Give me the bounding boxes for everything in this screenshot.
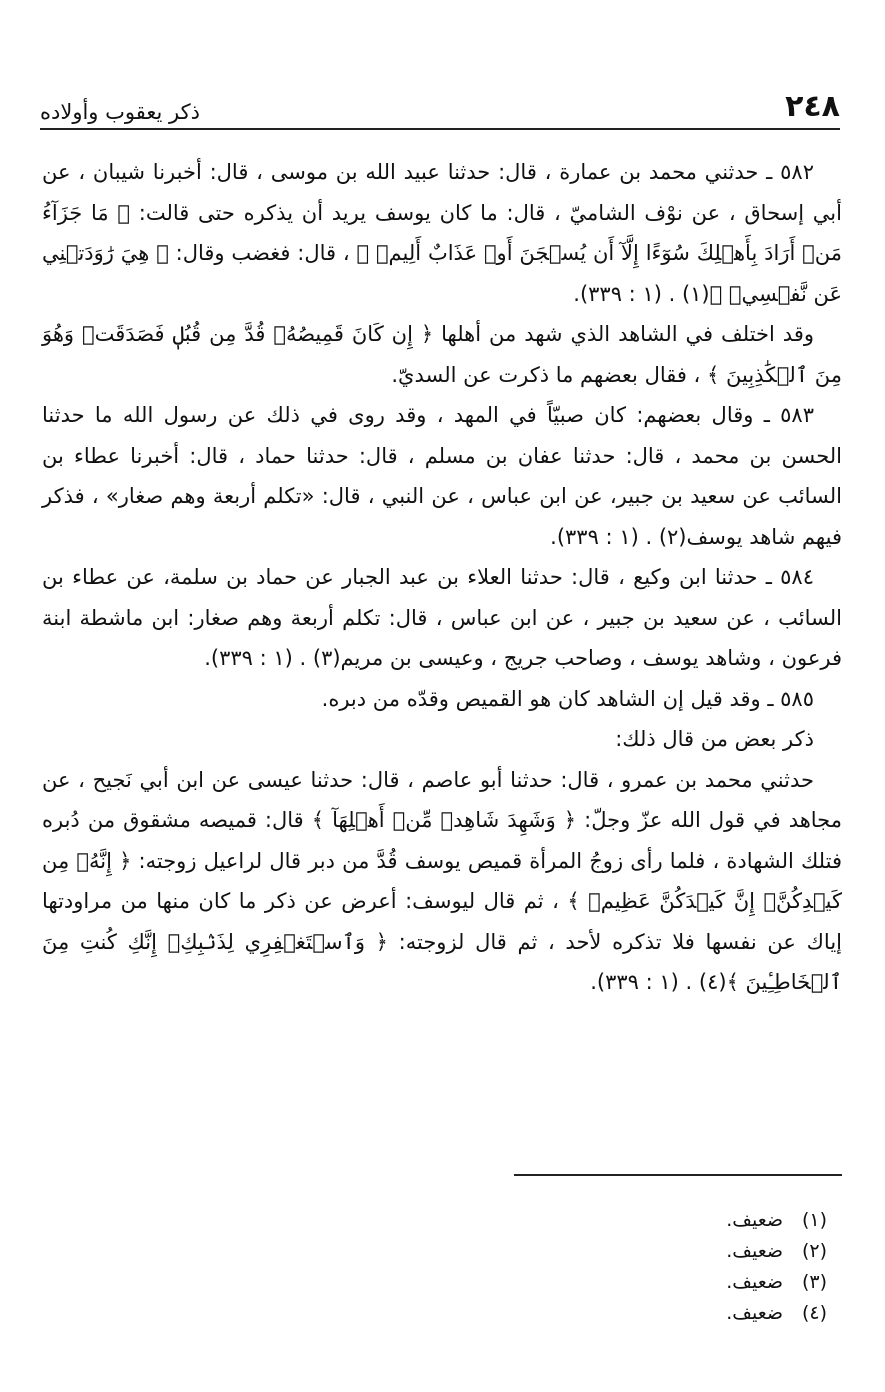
footnote [427,1236,827,1267]
paragraph-585: ٥٨٥ ـ وقد قيل إن الشاهد كان هو القميص وقدّه من دبره. [321,686,814,711]
page-number: ٢٤٨ [785,89,840,124]
footnote-text: ضعيف. [726,1209,783,1231]
paragraph-582: ٥٨٢ ـ حدثني محمد بن عمارة ، قال: حدثنا عبيد الله بن موسى ، قال: أخبرنا شيبان ، عن أبي إسحاق ، عن نوْف الشاميّ ، قال: ما كان يوسف يريد أن يذكره حتى قالت: ﴿ مَا جَزَآءُ مَنۡ أَرَادَ بِأَهۡلِكَ سُوٓءًا إِلَّآ أَن يُسۡجَنَ أَوۡ عَذَابٌ أَلِيمٞ ﴾ ، قال: فغضب وقال: ﴿ هِيَ رَٰوَدَتۡنِي عَن نَّفۡسِيۚ ﴾(١) . (١ : ٣٣٩). [42,160,842,306]
footnote-number: (٣) [801,1271,827,1293]
paragraph-witness-dispute: وقد اختلف في الشاهد الذي شهد من أهلها ﴿ إِن كَانَ قَمِيصُهُۥ قُدَّ مِن قُبُلٖ فَصَدَقَتۡ وَهُوَ مِنَ ٱلۡكَٰذِبِينَ ﴾ ، فقال بعضهم ما ذكرت عن السديّ. [42,322,842,387]
footnote-text: ضعيف. [726,1240,783,1262]
footnote-text: ضعيف. [726,1302,783,1324]
footnote-number: (٤) [801,1302,827,1324]
paragraph-583: ٥٨٣ ـ وقال بعضهم: كان صبيّاً في المهد ، وقد روى في ذلك عن رسول الله ما حدثنا الحسن بن محمد ، قال: حدثنا عفان بن مسلم ، قال: حدثنا حماد ، قال: أخبرنا عطاء بن السائب عن سعيد بن جبير، عن ابن عباس ، عن النبي ، قال: «تكلم أربعة وهم صغار» ، فذكر فيهم شاهد يوسف(٢) . (١ : ٣٣٩). [42,403,842,549]
paragraph-584: ٥٨٤ ـ حدثنا ابن وكيع ، قال: حدثنا العلاء بن عبد الجبار عن حماد بن سلمة، عن عطاء بن السائب ، عن سعيد بن جبير ، عن ابن عباس ، قال: تكلم أربعة وهم صغار: ابن ماشطة ابنة فرعون ، وشاهد يوسف ، وصاحب جريج ، وعيسى بن مريم(٣) . (١ : ٣٣٩). [42,565,842,670]
paragraph-mujahid: حدثني محمد بن عمرو ، قال: حدثنا أبو عاصم ، قال: حدثنا عيسى عن ابن أبي نَجيح ، عن مجاهد في قول الله عزّ وجلّ: ﴿ وَشَهِدَ شَاهِدٞ مِّنۡ أَهۡلِهَآ ﴾ قال: قميصه مشقوق من دُبره فتلك الشهادة ، فلما رأى زوجُ المرأة قميص يوسف قُدَّ من دبر قال لراعيل زوجته: ﴿ إِنَّهُۥ مِن كَيۡدِكُنَّۖ إِنَّ كَيۡدَكُنَّ عَظِيمٞ ﴾ ، ثم قال ليوسف: أعرض عن ذكر ما كان منها من مراودتها إياك عن نفسها فلا تذكره لأحد ، ثم قال لزوجته: ﴿ وَٱسۡتَغۡفِرِي لِذَنۢبِكِۖ إِنَّكِ كُنتِ مِنَ ٱلۡخَاطِـِٔينَ ﴾(٤) . (١ : ٣٣٩). [42,767,842,994]
running-title: ذكر يعقوب وأولاده [40,100,200,124]
footnote [427,1298,827,1329]
footnote-text: ضعيف. [726,1271,783,1293]
footnote-number: (١) [801,1209,827,1231]
footnotes [427,1205,827,1329]
page-header [40,86,840,130]
footnote-rule [514,1174,842,1176]
section-heading: ذكر بعض من قال ذلك: [615,727,814,751]
footnote [427,1267,827,1298]
footnote-number: (٢) [801,1240,827,1262]
footnote [427,1205,827,1236]
body-text [42,152,842,1003]
